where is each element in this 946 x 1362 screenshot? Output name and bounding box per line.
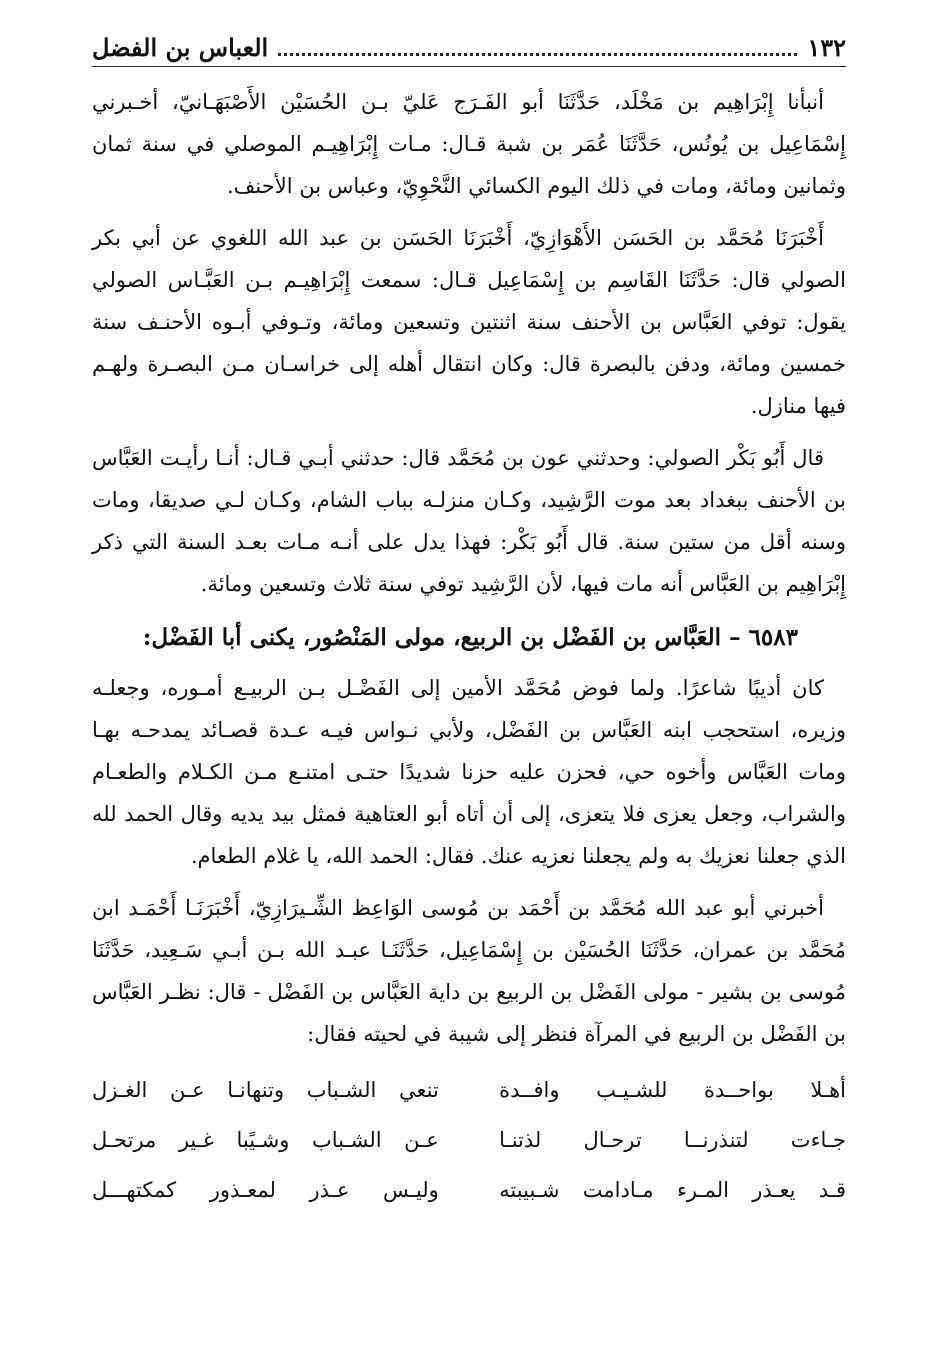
poem-verse <box>92 1115 846 1165</box>
entry-heading <box>92 615 846 661</box>
paragraph: كان أديبًا شاعرًا. ولما فوض مُحَمَّد الأمين إلى الفَضْـل بـن الربيـع أمـوره، وجعلـه وزيره، استحجب ابنه العَبَّاس بن الفَضْل، ولأبي نـواس فيـه عـدة قصـائد يمدحـه بهـا ومات العَبَّاس وأخوه حي، فحزن عليه حزنا شديدًا حتـى امتنـع مـن الكـلام والطعـام والشراب، وجعل يعزى فلا يتعزى، إلى أن أتاه أبو العتاهية فمثل بيد يديه وقال الحمد لله الذي جعلنا نعزيك به ولم يجعلنا نعزيه عنك. فقال: الحمد الله، يا غلام الطعام. <box>92 676 846 868</box>
page-number: ١٣٢ <box>807 33 846 62</box>
verse-first-hemistich: قـد يعـذر المـرء مـادامت شـبيبته <box>499 1178 846 1202</box>
paragraph: أنبأنا إِبْرَاهِيم بن مَخْلَد، حَدَّثَنَا أبو الفَـرَج عَليّ بـن الحُسَيْن الأَصْبَهَـانيّ، أخـبرني إِسْمَاعِيل بن يُونُس، حَدَّثَنَا عُمَر بن شبة قـال: مـات إِبْرَاهِيـم الموصلي في سنة ثمان وثمانين ومائة، ومات في ذلك اليوم الكسائي النَّحْوِيّ، وعباس بن الأحنف. <box>92 90 846 198</box>
leader-dots <box>278 35 797 56</box>
verse-first-hemistich: جـاءت لتنذرنــا ترحـال لذتنـا <box>499 1128 846 1152</box>
verse-second-hemistich: عـن الشـباب وشـيًبا غـير مرتحـل <box>92 1128 439 1152</box>
verse-first-hemistich: أهـلا بواحــدة للشـيـب وافــدة <box>499 1078 846 1102</box>
paragraph: قال أَبُو بَكْر الصولي: وحدثني عون بن مُحَمَّد قال: حدثني أبـي قـال: أنـا رأيـت العَبَّاس بن الأحنف ببغداد بعد موت الرَّشِيد، وكـان منزلـه بباب الشام، وكـان لـي صديقا، ومات وسنه أقل من ستين سنة. قال أَبُو بَكْر: فهذا يدل على أنـه مـات بعـد السنة التي ذكر إِبْرَاهِيم بن العَبَّاس أنه مات فيها، لأن الرَّشِيد توفي سنة ثلاث وتسعين ومائة. <box>92 446 846 596</box>
entry-number: ٦٥٨٣ <box>748 624 798 651</box>
verse-second-hemistich: تنعي الشـباب وتنهانـا عـن الغـزل <box>92 1078 439 1102</box>
running-head <box>92 30 846 67</box>
poem-verse <box>92 1065 846 1115</box>
poem <box>92 1065 846 1215</box>
entry-dash: – <box>729 624 741 651</box>
paragraph: أخبرني أبو عبد الله مُحَمَّد بن أَحْمَد بن مُوسى الوَاعِظ الشِّـيرَازِيّ، أَخْبَرَنَـا أَحْمَـد ابن مُحَمَّد بن عمران، حَدَّثَنَا الحُسَيْن بن إِسْمَاعِيل، حَدَّثَنَـا عبـد الله بـن أبـي سَـعِيد، حَدَّثَنَا مُوسى بن بشير - مولى الفَضْل بن الربيع بن داية العَبَّاس بن الفَضْل - قال: نظـر العَبَّاس بن الفَضْل بن الربيع في المرآة فنظر إلى شيبة في لحيته فقال: <box>92 896 846 1046</box>
paragraph: أَخْبَرَنَا مُحَمَّد بن الحَسَن الأَهْوَازِيّ، أَخْبَرَنَا الحَسَن بن عبد الله اللغوي عن أبي بكر الصولي قال: حَدَّثَنَا القَاسِم بن إِسْمَاعِيل قـال: سمعت إِبْرَاهِيـم بـن العَبَّـاس الصولي يقول: توفي العَبَّاس بن الأحنف سنة اثنتين وتسعين ومائة، وتـوفي أبـوه الأحنـف سنة خمسين ومائة، ودفن بالبصرة قال: وكان انتقال أهله إلى خراسـان مـن البصـرة ولهـم فيها منازل. <box>92 226 846 418</box>
running-title: العباس بن الفضل <box>92 33 269 62</box>
poem-verse <box>92 1165 846 1215</box>
entry-title: العَبَّاس بن الفَضْل بن الربيع، مولى المَنْصُور، يكنى أبا الفَضْل: <box>142 624 722 651</box>
verse-second-hemistich: وليـس عـذر لمعـذور كمكتهـــل <box>92 1178 439 1202</box>
